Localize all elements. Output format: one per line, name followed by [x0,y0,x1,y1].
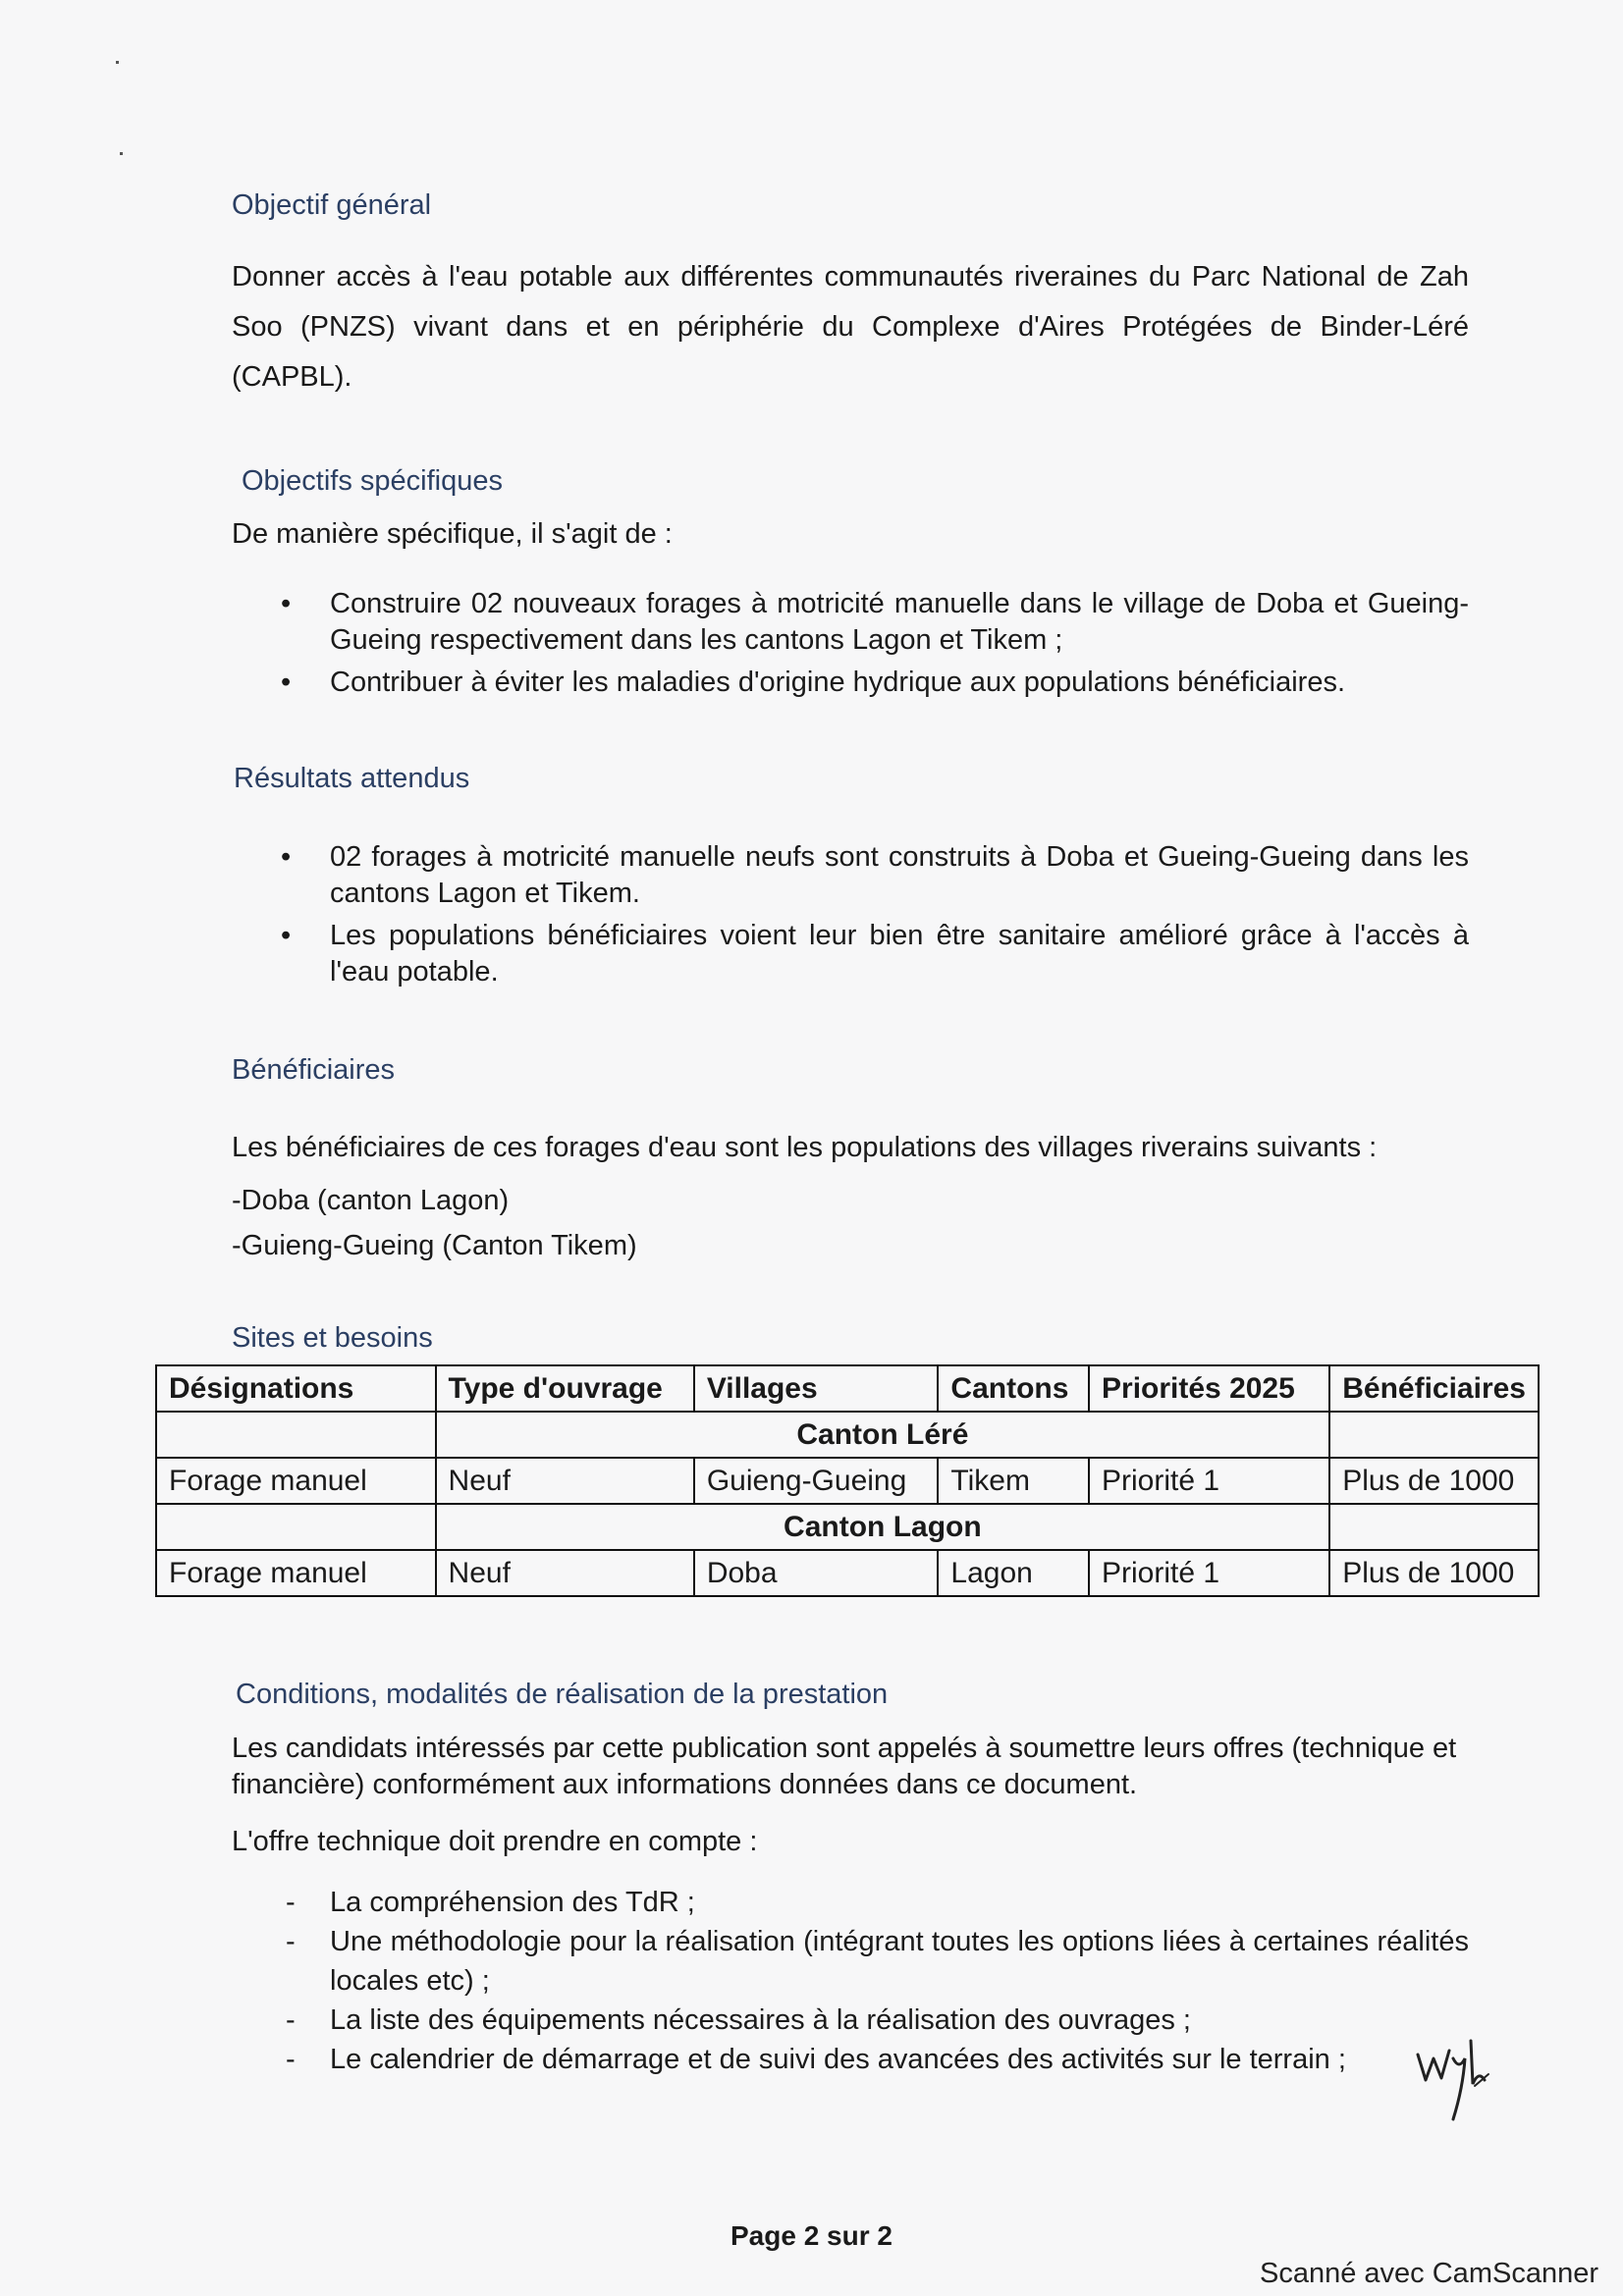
objectifs-specifiques-heading: Objectifs spécifiques [242,465,503,497]
dash-item: - La compréhension des TdR ; [232,1883,1469,1922]
dash-item: - Le calendrier de démarrage et de suivi des avancées des activités sur le terrain ; [232,2040,1469,2079]
table-cell: Guieng-Gueing [694,1458,939,1504]
table-cell: Tikem [938,1458,1089,1504]
table-header-row [156,1365,1539,1412]
beneficiaires-heading: Bénéficiaires [232,1054,396,1086]
conditions-list [232,1883,1469,2079]
dash-item: - La liste des équipements nécessaires à la réalisation des ouvrages ; [232,2001,1469,2040]
beneficiaire-village-guieng: -Guieng-Gueing (Canton Tikem) [232,1230,637,1261]
handwritten-signature [1414,2037,1492,2125]
header-type-ouvrage: Type d'ouvrage [436,1365,694,1412]
group-canton-lagon: Canton Lagon [436,1504,1330,1550]
page-footer: Page 2 sur 2 [730,2220,893,2251]
group-canton-lere: Canton Léré [436,1412,1330,1458]
header-priorites: Priorités 2025 [1089,1365,1329,1412]
bullet-item: • Contribuer à éviter les maladies d'origine hydrique aux populations bénéficiaires. [232,665,1469,701]
conditions-heading: Conditions, modalités de réalisation de la prestation [236,1679,889,1710]
bullet-item: • Les populations bénéficiaires voient leur bien être sanitaire amélioré grâce à l'accès à l'eau potable. [232,918,1469,990]
table-cell: Forage manuel [156,1458,436,1504]
conditions-text: Les candidats intéressés par cette publication sont appelés à soumettre leurs offres (technique et financière) conformément aux informations données dans ce document. [232,1733,1457,1800]
table-group-row [156,1412,1539,1458]
sites-heading: Sites et besoins [232,1322,433,1354]
conditions-intro: L'offre technique doit prendre en compte : [232,1826,758,1857]
resultats-list [232,839,1469,990]
table-cell: Forage manuel [156,1550,436,1596]
beneficiaire-village-doba: -Doba (canton Lagon) [232,1185,510,1216]
header-designations: Désignations [156,1365,436,1412]
resultats-heading: Résultats attendus [234,763,470,794]
table-cell [1329,1412,1539,1458]
scan-speck [116,61,119,64]
beneficiaires-intro: Les bénéficiaires de ces forages d'eau sont les populations des villages riverains suivants : [232,1132,1378,1163]
table-row [156,1550,1539,1596]
table-cell [156,1412,436,1458]
table-cell: Priorité 1 [1089,1550,1329,1596]
header-beneficiaires: Bénéficiaires [1329,1365,1539,1412]
objectif-general-heading: Objectif général [232,189,432,221]
table-cell [156,1504,436,1550]
objectifs-specifiques-intro: De manière spécifique, il s'agit de : [232,518,673,550]
scanner-watermark: Scanné avec CamScanner [1260,2258,1598,2289]
scan-speck [120,152,123,155]
table-group-row [156,1504,1539,1550]
table-cell: Lagon [938,1550,1089,1596]
objectif-general-text: Donner accès à l'eau potable aux différentes communautés riveraines du Parc National de Zah Soo (PNZS) vivant dans et en périphérie du Complexe d'Aires Protégées de Binder-Léré (CAPBL). [232,261,1469,393]
table-cell [1329,1504,1539,1550]
table-cell: Doba [694,1550,939,1596]
header-cantons: Cantons [938,1365,1089,1412]
table-cell: Plus de 1000 [1329,1458,1539,1504]
bullet-item: • 02 forages à motricité manuelle neufs sont construits à Doba et Gueing-Gueing dans les cantons Lagon et Tikem. [232,839,1469,912]
objectifs-specifiques-list [232,586,1469,701]
table-cell: Plus de 1000 [1329,1550,1539,1596]
header-villages: Villages [694,1365,939,1412]
table-row [156,1458,1539,1504]
table-cell: Neuf [436,1458,694,1504]
sites-table [155,1364,1540,1597]
bullet-item: • Construire 02 nouveaux forages à motricité manuelle dans le village de Doba et Gueing-Gueing respectivement dans les cantons Lagon et Tikem ; [232,586,1469,659]
table-cell: Priorité 1 [1089,1458,1329,1504]
dash-item: - Une méthodologie pour la réalisation (intégrant toutes les options liées à certaines réalités locales etc) ; [232,1922,1469,2001]
table-cell: Neuf [436,1550,694,1596]
